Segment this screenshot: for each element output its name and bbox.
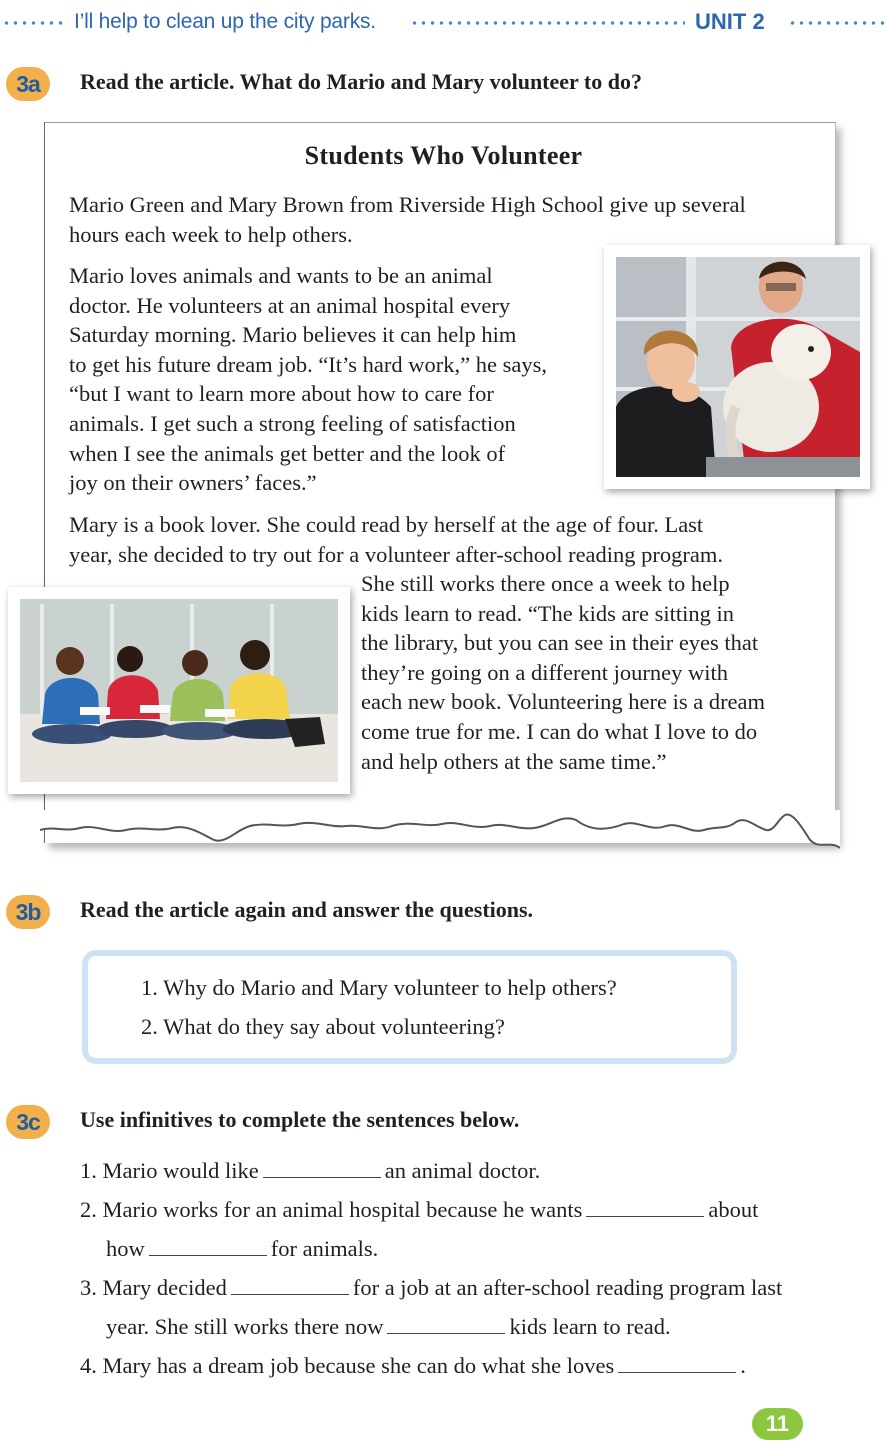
sentence-text: about (708, 1197, 759, 1222)
torn-paper-edge (40, 810, 840, 870)
section-heading-3a: Read the article. What do Mario and Mary volunteer to do? (80, 69, 642, 94)
sentence-text: 2. Mario works for an animal hospital because he wants (80, 1197, 583, 1222)
sentence-text: 1. Mario would like (80, 1158, 259, 1183)
sentence-text: kids learn to read. (509, 1314, 671, 1339)
sentence-text: 3. Mary decided (80, 1275, 227, 1300)
text-line: the library, but you can see in their eyes that (361, 630, 759, 656)
questions-box (82, 950, 737, 1064)
answer-blank[interactable] (586, 1200, 704, 1217)
sentence-text: an animal doctor. (384, 1158, 541, 1183)
sentence-text: year. She still works there now (106, 1314, 384, 1339)
vet-photo-image (616, 257, 860, 477)
text-line: Mario loves animals and wants to be an animal (69, 263, 493, 288)
text-line: Saturday morning. Mario believes it can help him (69, 322, 517, 348)
section-heading-3b: Read the article again and answer the questions. (80, 897, 534, 922)
text-line: year, she decided to try out for a volunteer after-school reading program. (69, 541, 724, 567)
sentence-text: for a job at an after-school reading program last (352, 1275, 783, 1300)
dotted-rule-left (2, 20, 68, 26)
sentence-text: 4. Mary has a dream job because she can do what she loves (80, 1353, 615, 1378)
text-line: doctor. He volunteers at an animal hospital every (69, 292, 511, 318)
exercise-sentence-2-cont (106, 1236, 378, 1262)
section-badge-3c: 3c (6, 1105, 50, 1139)
exercise-sentence-3-cont (106, 1314, 671, 1340)
text-line: when I see the animals get better and the look of (69, 440, 506, 466)
text-line: “but I want to learn more about how to care for (69, 381, 494, 407)
photo-girls-reading (8, 587, 350, 794)
text-line: come true for me. I can do what I love to do (361, 718, 758, 744)
page-number: 11 (752, 1408, 803, 1440)
section-badge-3a: 3a (6, 67, 50, 101)
text-line: to get his future dream job. “It’s hard work,” he says, (69, 351, 547, 377)
text-line: animals. I get such a strong feeling of satisfaction (69, 410, 516, 436)
dotted-rule-middle (410, 20, 685, 26)
answer-blank[interactable] (149, 1239, 267, 1256)
article-paragraph-2 (69, 261, 547, 498)
dotted-rule-right (788, 20, 885, 26)
text-line: hours each week to help others. (69, 221, 353, 247)
answer-blank[interactable] (618, 1356, 736, 1373)
answer-blank[interactable] (263, 1161, 381, 1178)
exercise-sentence-4 (80, 1353, 746, 1379)
reading-photo-image (20, 599, 338, 782)
exercise-sentence-3 (80, 1275, 782, 1301)
exercise-sentence-1 (80, 1158, 540, 1184)
photo-vet-with-dog (604, 245, 870, 489)
article-paragraph-3 (69, 510, 723, 569)
header-title: I’ll help to clean up the city parks. (74, 10, 376, 33)
section-heading-3c: Use infinitives to complete the sentences below. (80, 1107, 520, 1132)
question-1: 1. Why do Mario and Mary volunteer to help others? (141, 975, 617, 1000)
text-line: She still works there once a week to help (361, 571, 730, 596)
answer-blank[interactable] (231, 1278, 349, 1295)
text-line: Mary is a book lover. She could read by herself at the age of four. Last (69, 512, 704, 537)
text-line: and help others at the same time.” (361, 748, 667, 774)
sentence-text: for animals. (270, 1236, 379, 1261)
text-line: kids learn to read. “The kids are sitting in (361, 600, 735, 626)
exercise-sentence-2 (80, 1197, 758, 1223)
section-badge-3b: 3b (6, 895, 50, 929)
sentence-text: . (740, 1353, 746, 1378)
sentence-text: how (106, 1236, 145, 1261)
article-paragraph-1 (69, 190, 746, 249)
question-2: 2. What do they say about volunteering? (141, 1014, 505, 1039)
answer-blank[interactable] (387, 1317, 505, 1334)
text-line: they’re going on a different journey with (361, 659, 728, 685)
text-line: joy on their owners’ faces.” (69, 470, 317, 496)
unit-label: UNIT 2 (695, 9, 765, 34)
page-header (0, 8, 887, 38)
text-line: each new book. Volunteering here is a dream (361, 689, 766, 715)
text-line: Mario Green and Mary Brown from Riverside High School give up several (69, 192, 746, 217)
article-paragraph-4 (361, 569, 765, 776)
article-title: Students Who Volunteer (304, 141, 583, 170)
